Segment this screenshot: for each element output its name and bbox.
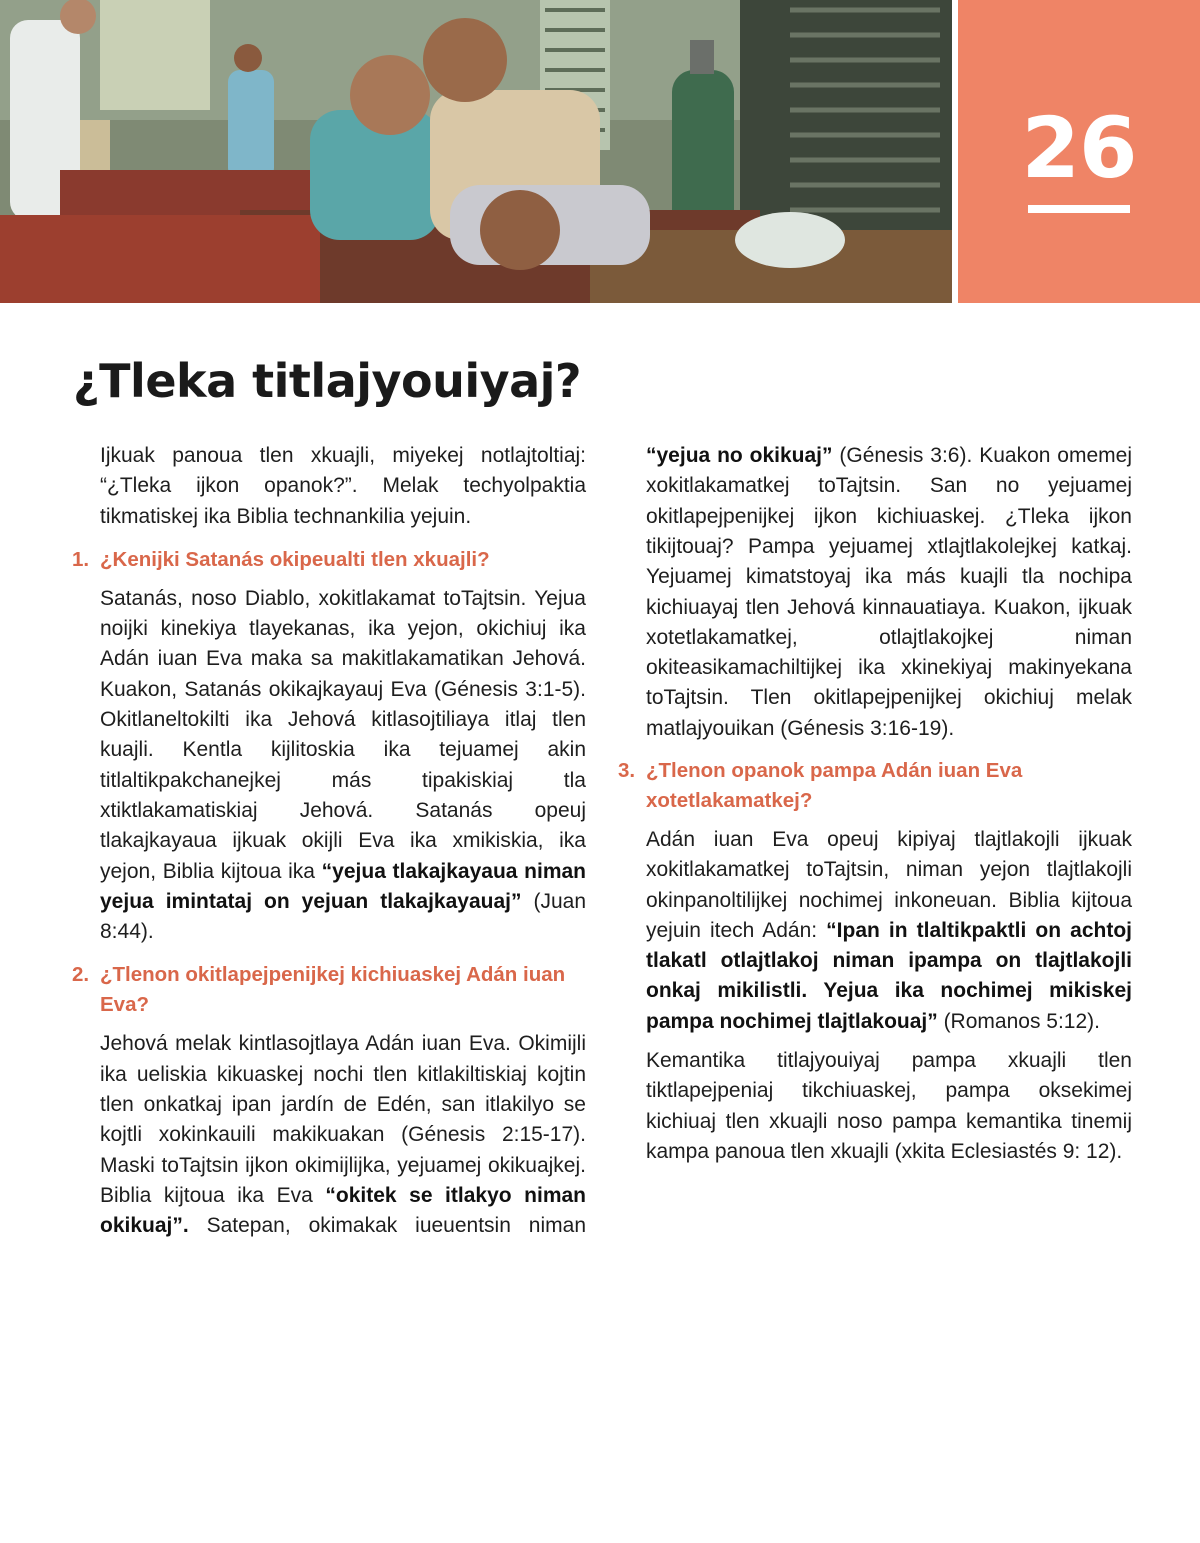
answer-1-text: Satanás, noso Diablo, xokitlakamat toTajtsin. Yejua noijki kinekiya tlayekanas, ika yejon, okichiuj ika Adán iuan Eva maka sa makitlakamatikan Jehová. Kuakon, Satanás okikajkayauj Eva (Génesis 3:1-5). Okitlaneltokilti ika Jehová kitlasojtiliaya itlaj tlen kuajli. Kentla kijlitoskia ika tejuamej akin titlaltikpakchanejkej más tipakiskiaj tla xtiktlakamatiskiaj Jehová. Satanás opeuj tlakajkayaua ijkuak okijli Eva ika xmikiskia, ika yejon, Biblia kijtoua ika: [100, 586, 586, 883]
answer-3-quote: “Ipan in tlaltikpaktli on achtoj tlakatl otlajtlakoj niman ipampa on tlajtlakojli onkaj mikilistli. Yejua ika nochimej mikiskej pampa nochimej tlajtlakouaj”: [646, 918, 1132, 1033]
question-1-number: 1.: [72, 547, 90, 571]
left-column: [72, 441, 586, 1241]
answer-3-text: Adán iuan Eva opeuj kipiyaj tlajtlakojli ijkuak xokitlakamatkej toTajtsin, niman yejon tlajtlakojli okinpanoltilijkej nochimej inkoneuan. Biblia kijtoua yejuin itech Adán:: [646, 828, 1132, 942]
question-3-number: 3.: [618, 759, 636, 782]
answer-1-reference: (Juan 8:44).: [100, 889, 586, 944]
answer-2-quote-1: “okitek se itlakyo niman okikuaj”.: [100, 1183, 586, 1238]
answer-2-text-2: Satepan, okimakak iueuentsin niman: [188, 1214, 586, 1238]
question-1: [72, 545, 586, 575]
question-2: [72, 960, 586, 1020]
hospital-family-photo: [0, 0, 952, 303]
question-2-text: ¿Tlenon okitlapejpenijkej kichiuaskej Adán iuan Eva?: [100, 963, 566, 1017]
answer-1-quote: “yejua tlakajkayaua niman yejua imintataj on yejuan tlakajkayauaj”: [100, 859, 586, 913]
lesson-number-box: [958, 0, 1200, 303]
question-3-text: ¿Tlenon opanok pampa Adán iuan Eva xotetlakamatkej?: [646, 759, 1023, 812]
answer-3-paragraph: [646, 825, 1132, 1037]
answer-2-text-3-repeat: (Génesis 3:6). Kuakon omemej xokitlakamatkej toTajtsin. San no yejuamej okitlapejpenijkej ijkon kichiuaskej. ¿Tleka ijkon tikijtouaj? Pampa yejuamej xtlajtlakolejkej katkaj. Yejuamej kimatstoyaj ika más kuajli tla nochipa kichiuayaj tlen Jehová kinnauatiaya. Kuakon, ijkuak xotetlakamatkej, otlajtlakojkej niman okiteasikamachiltijkej ika xkinekiyaj makinyekana toTajtsin. Tlen okitlapejpenijkej okichiuj melak matlajyouikan (Génesis 3:16-19).: [646, 444, 1132, 740]
answer-2-quote-2-repeat: “yejua no okikuaj”: [646, 444, 833, 468]
answer-2-text: Jehová melak kintlasojtlaya Adán iuan Eva. Okimijli ika ueliskia kikuaskej nochi tlen kitlakiltiskiaj kojtin tlen onkatkaj ipan jardín de Edén, san itlakilyo se kojtli xokinkauili makikuakan (Génesis 2:15-17). Maski toTajtsin ijkon okimijlijka, yejuamej okikuajkej. Biblia kijtoua ika Eva: [100, 1032, 586, 1207]
intro-paragraph: Ijkuak panoua tlen xkuajli, miyekej notlajtoltiaj: “¿Tleka ijkon opanok?”. Melak techyolpaktia tikmatiskej ika Biblia technankilia yejuin.: [100, 444, 586, 528]
question-1-text: ¿Kenijki Satanás okipeualti tlen xkuajli?: [100, 547, 490, 571]
answer-2-continued: [646, 441, 1132, 743]
page-title: ¿Tleka titlajyouiyaj?: [73, 354, 582, 408]
lesson-number: 26: [1021, 99, 1137, 197]
closing-paragraph: Kemantika titlajyouiyaj pampa xkuajli tlen tiktlapejpeniaj tikchiuaskej, pampa oksekimej kichiuaj tlen xkuajli noso pampa kemantika tinemij kampa panoua tlen xkuajli (xkita Eclesiastés 9: 12).: [646, 1049, 1132, 1163]
answer-1-paragraph: [100, 584, 586, 948]
answer-2-paragraph: [100, 1029, 586, 1241]
question-2-number: 2.: [72, 963, 90, 987]
question-3: [618, 756, 1132, 816]
right-column: [618, 441, 1132, 1167]
answer-3-reference: (Romanos 5:12).: [937, 1009, 1100, 1033]
lesson-underline: [1028, 205, 1130, 213]
